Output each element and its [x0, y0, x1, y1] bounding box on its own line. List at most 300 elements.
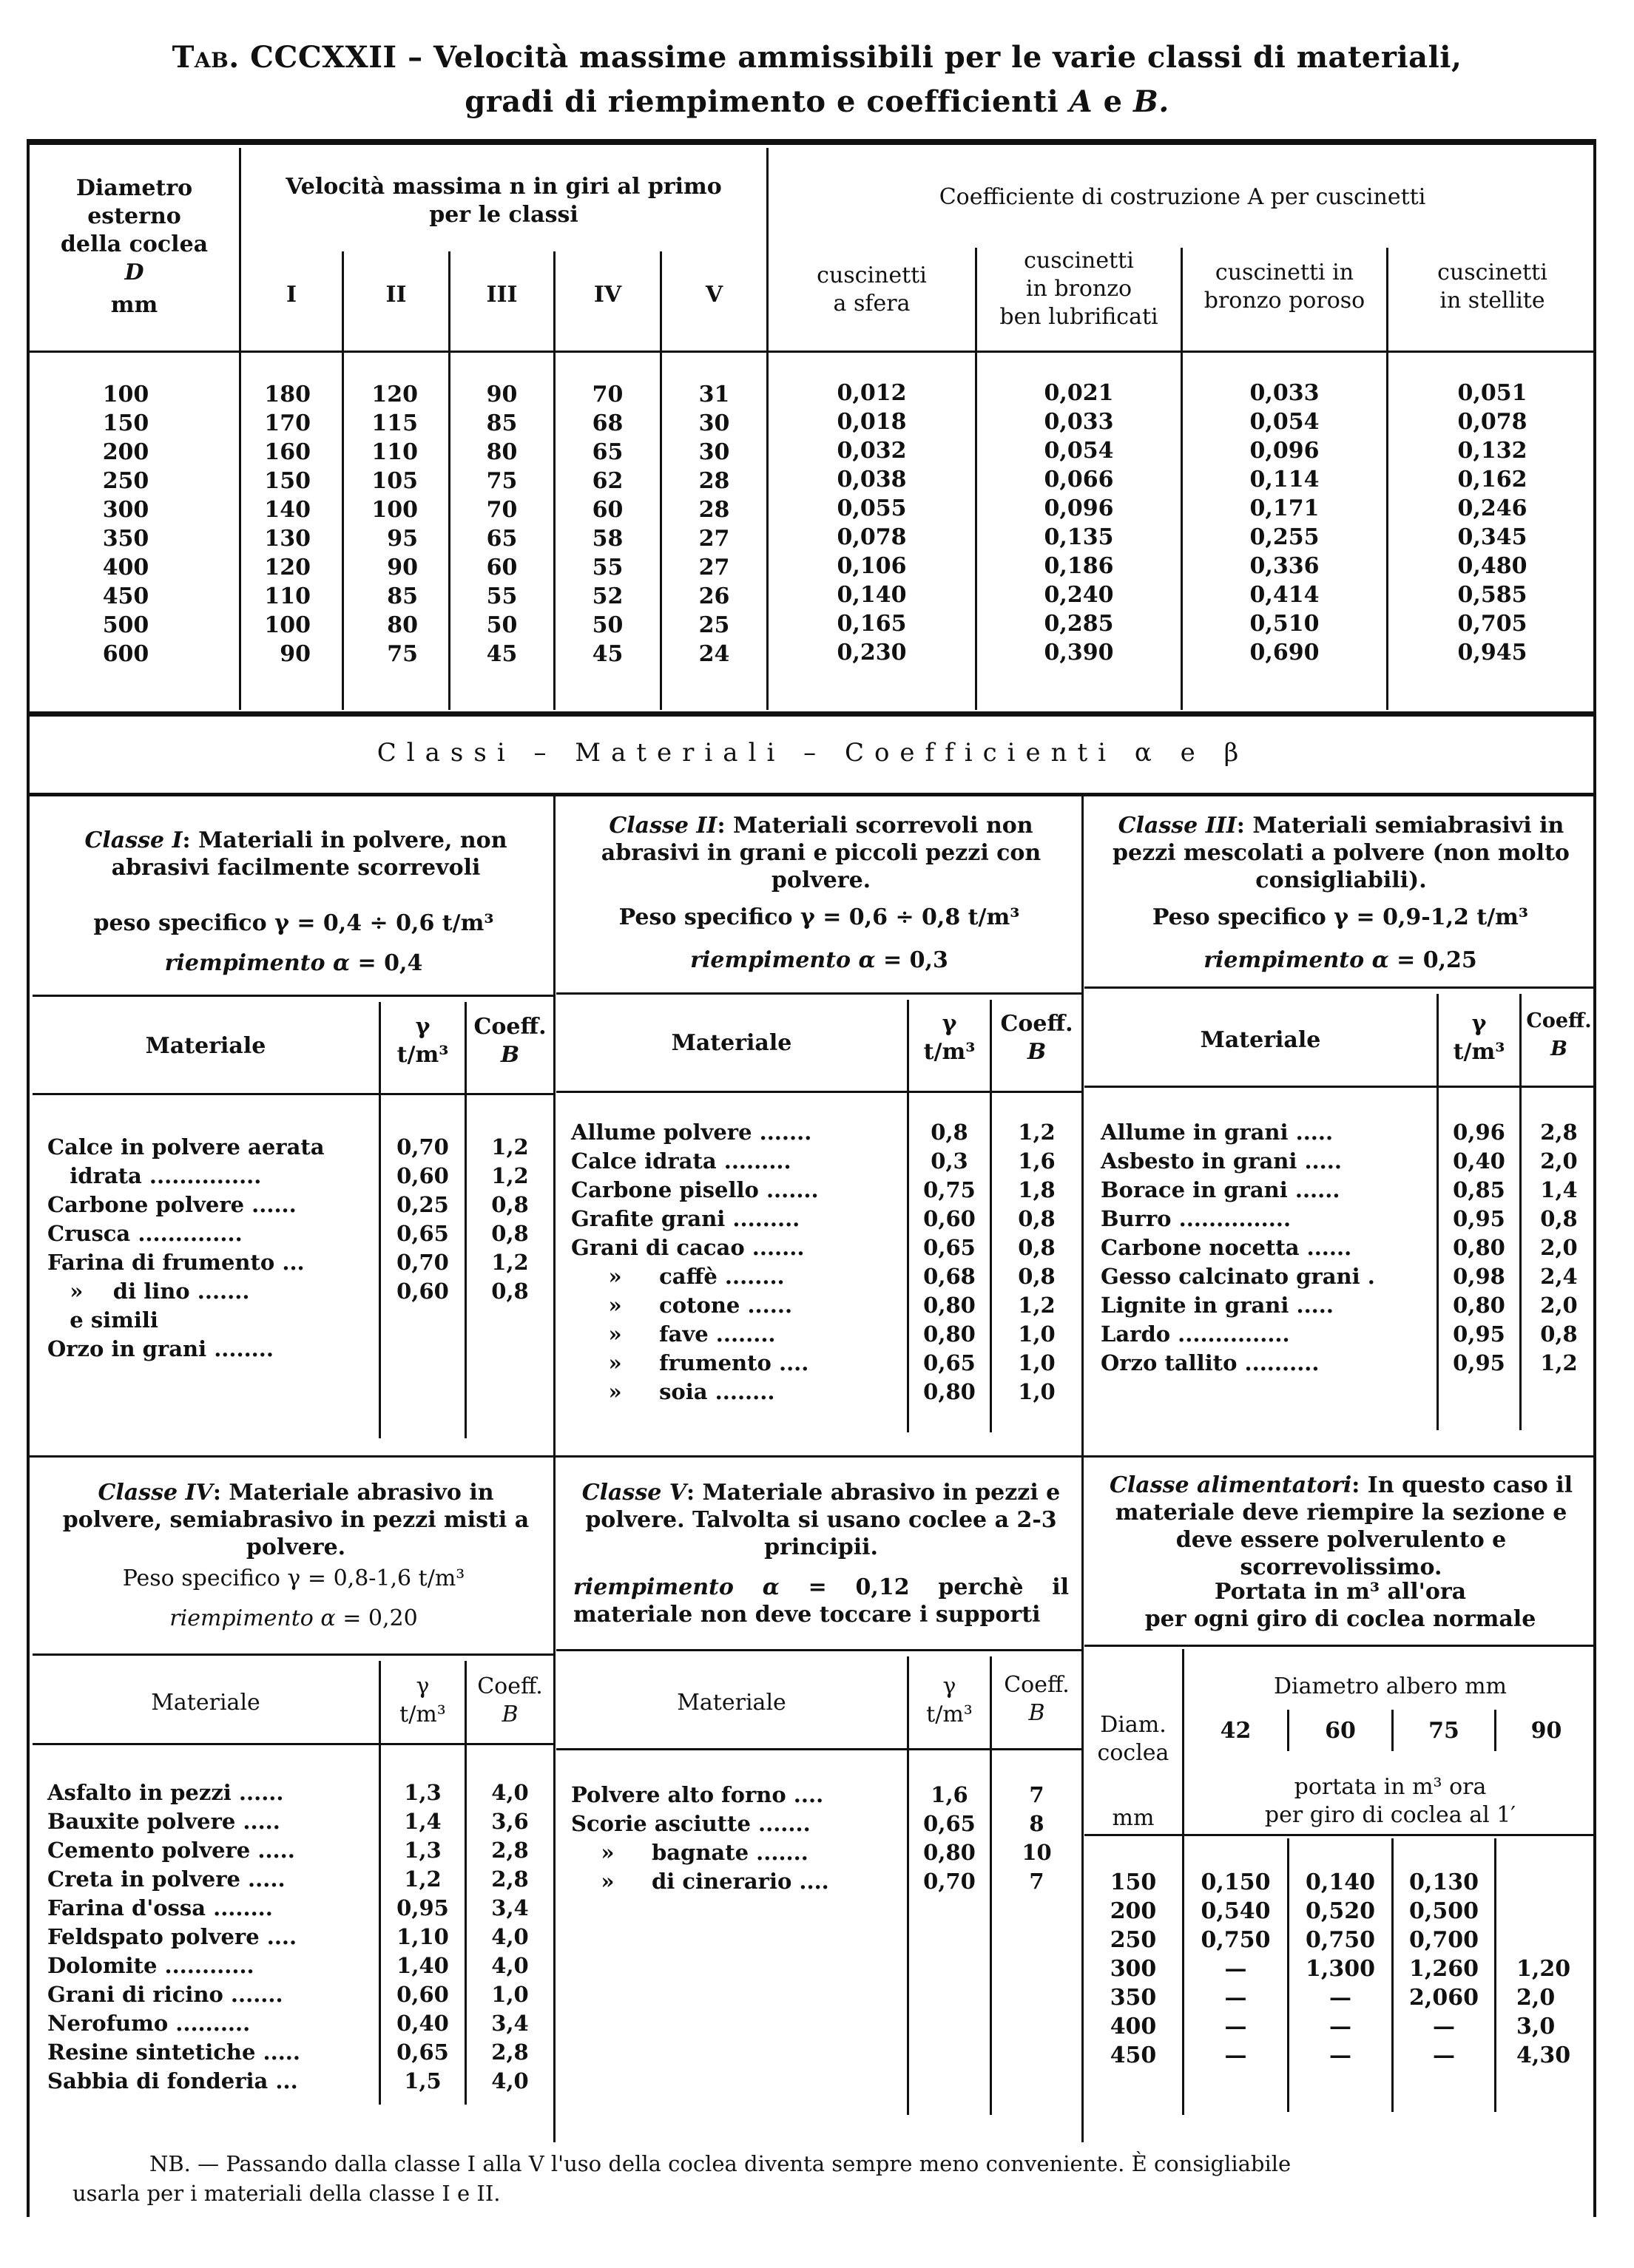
cell: 250: [1110, 1927, 1157, 1953]
diam-coclea-header: [1084, 1711, 1182, 1832]
gamma-value: 0,65: [923, 1350, 976, 1375]
divider: [1494, 1838, 1496, 2112]
material-name: Orzo in grani ........: [47, 1336, 274, 1361]
cell: 0,240: [1044, 582, 1114, 608]
class-v-material-list: [571, 1781, 907, 1896]
cell: 0,018: [837, 409, 907, 435]
shaft-90-list: [1516, 1868, 1596, 2070]
cell: 0,705: [1457, 611, 1527, 637]
title-symbol-b: B.: [1133, 84, 1169, 119]
b-value: 3,4: [491, 2011, 529, 2036]
gamma-value: 0,95: [1453, 1350, 1505, 1375]
cell: 0,230: [837, 640, 907, 666]
cell: 2,0: [1516, 1985, 1556, 2011]
cell: 450: [102, 583, 149, 609]
b-value: 8: [1029, 1811, 1044, 1836]
cell: 68: [592, 410, 624, 436]
rule: [1084, 1086, 1596, 1088]
b-value: 4,0: [491, 1953, 529, 1978]
flow-label-line: portata in m³ ora: [1294, 1774, 1487, 1800]
fill-label: riempimento α: [690, 947, 876, 973]
class-v-desc-text: : Materiale abrasivo in pezzi e polvere. Talvolta si usano coclee a 2-3 principii.: [585, 1480, 1061, 1560]
material-name: Creta in polvere .....: [47, 1866, 286, 1892]
b-value: 7: [1029, 1782, 1044, 1807]
material-name: Burro ...............: [1101, 1206, 1292, 1231]
gamma-value: 1,2: [404, 1866, 442, 1892]
cell: 0,038: [837, 467, 907, 492]
flow-label: [1184, 1773, 1596, 1829]
cell: —: [1224, 2014, 1247, 2039]
cell: 45: [592, 641, 624, 667]
gamma-value: 0,70: [396, 1250, 449, 1275]
class-v-gamma-list: [909, 1781, 990, 1896]
cell: 3,0: [1516, 2014, 1556, 2039]
cell: 0,033: [1249, 380, 1320, 406]
class-iii-material-list: [1101, 1118, 1436, 1378]
fill-label: riempimento α: [164, 950, 351, 976]
material-name: Calce idrata .........: [571, 1148, 791, 1174]
cell: 52: [592, 583, 624, 609]
class-i-weight: peso specifico γ = 0,4 ÷ 0,6 t/m³: [93, 910, 494, 936]
bearing-porous-bronze-header: [1183, 259, 1386, 315]
bearing-ball-header: [769, 262, 975, 318]
gamma-header: [909, 1010, 990, 1066]
b-value: 1,2: [491, 1250, 529, 1275]
cell: 58: [592, 526, 624, 552]
bearing-header-line: bronzo poroso: [1203, 288, 1365, 314]
b-value: 4,0: [491, 2068, 529, 2093]
cell: 0,140: [837, 582, 907, 608]
b-value: 0,8: [491, 1279, 529, 1304]
cell: 0,054: [1044, 438, 1114, 464]
gamma-symbol: γ: [416, 1673, 430, 1699]
material-header: Materiale: [145, 1033, 266, 1059]
material-name: Resine sintetiche .....: [47, 2039, 300, 2065]
cell: 90: [387, 555, 418, 580]
class-ii-description: [573, 812, 1069, 894]
cell: 0,750: [1201, 1927, 1271, 1953]
cell: 0,414: [1249, 582, 1320, 608]
material-name: Grani di cacao .......: [571, 1235, 805, 1260]
material-name: » frumento ....: [571, 1350, 809, 1375]
bearing-header-line: in stellite: [1439, 288, 1545, 314]
gamma-value: 0,60: [396, 1279, 449, 1304]
cell: 0,945: [1457, 640, 1527, 666]
material-name: » soia ........: [571, 1379, 775, 1404]
bearing-header-line: cuscinetti: [1437, 260, 1547, 285]
gamma-value: 0,25: [396, 1192, 449, 1217]
speed-header-line: Velocità massima n in giri al primo: [286, 174, 722, 200]
coeff-symbol: B: [500, 1042, 520, 1068]
cell: 95: [387, 526, 418, 552]
gamma-value: 0,70: [396, 1134, 449, 1160]
cell: 110: [264, 583, 311, 609]
cell: 170: [264, 410, 311, 436]
material-name: Allume polvere .......: [571, 1120, 812, 1145]
bearing-header-line: ben lubrificati: [999, 304, 1158, 330]
capacity-title: [1084, 1578, 1596, 1633]
cell: 50: [486, 612, 518, 638]
cell: 0,500: [1409, 1898, 1479, 1924]
feeders-label: Classe alimentatori: [1110, 1472, 1352, 1498]
coeff-symbol: B: [1028, 1700, 1045, 1726]
class-header-iv: IV: [593, 282, 622, 308]
shaft-60-list: [1289, 1868, 1391, 2070]
feeders-description: [1093, 1472, 1589, 1581]
gamma-value: 0,98: [1453, 1264, 1505, 1289]
cell: 0,750: [1306, 1927, 1375, 1953]
gamma-value: 0,75: [923, 1177, 976, 1202]
gamma-symbol: γ: [1471, 1011, 1487, 1037]
bearing-bronze-lubricated-header: [977, 247, 1181, 331]
bearing-header-line: in bronzo: [1025, 276, 1132, 302]
b-value: 2,0: [1540, 1293, 1578, 1318]
b-value: 1,0: [1018, 1379, 1056, 1404]
cell: —: [1329, 2014, 1351, 2039]
cell: [1516, 1897, 1596, 1926]
gamma-value: 0,95: [1453, 1206, 1505, 1231]
material-name: Grafite grani .........: [571, 1206, 800, 1231]
rule: [33, 995, 553, 997]
cell: 140: [264, 497, 311, 523]
class-ii-weight: Peso specifico γ = 0,6 ÷ 0,8 t/m³: [618, 904, 1020, 930]
coeff-header: [467, 1013, 553, 1069]
b-value: 0,8: [491, 1221, 529, 1246]
gamma-unit: t/m³: [399, 1702, 446, 1727]
diameter-header-line: esterno: [87, 203, 181, 229]
footnote-line-1: NB. — Passando dalla classe I alla V l'uso della coclea diventa sempre meno conveniente. È consigliabile: [149, 2151, 1292, 2176]
cell: 0,171: [1249, 495, 1320, 521]
cell: 0,480: [1457, 553, 1527, 579]
b-value: 4,0: [491, 1924, 529, 1949]
shaft-42: 42: [1220, 1718, 1252, 1744]
shaft-75-list: [1394, 1868, 1494, 2070]
class-iv-desc-text: : Materiale abrasivo in polvere, semiabrasivo in pezzi misti a polvere.: [62, 1480, 530, 1560]
b-value: 0,8: [491, 1192, 529, 1217]
rule: [556, 992, 1081, 995]
diam-header-unit: mm: [1112, 1805, 1155, 1831]
gamma-value: 0,65: [396, 1221, 449, 1246]
b-value: 2,4: [1540, 1264, 1578, 1289]
title-line1-rest: – Velocità massime ammissibili per le varie classi di materiali,: [396, 40, 1462, 75]
material-name: Crusca ..............: [47, 1221, 243, 1246]
cell: 60: [486, 555, 518, 580]
material-name: » di lino .......: [47, 1279, 250, 1304]
diam-header-line: Diam.: [1100, 1712, 1167, 1738]
porous-bronze-column: [1183, 379, 1386, 667]
rule: [1084, 1645, 1596, 1647]
cell: 75: [486, 468, 518, 494]
b-value: 0,8: [1540, 1206, 1578, 1231]
footnote: [72, 2149, 1581, 2208]
cell: 160: [264, 439, 311, 465]
cell: —: [1433, 2042, 1455, 2068]
class-ii-label: Classe II: [609, 813, 718, 839]
cell: 0,390: [1044, 640, 1114, 666]
cell: 0,540: [1201, 1898, 1271, 1924]
panel-divider: [553, 796, 556, 2142]
diameter-header: [30, 175, 239, 319]
cell: 0,140: [1306, 1869, 1375, 1895]
rule: [1084, 1834, 1596, 1836]
cell: 0,165: [837, 611, 907, 637]
panel-divider: [1081, 796, 1084, 2142]
cell: 0,150: [1201, 1869, 1271, 1895]
cell: 30: [698, 410, 730, 436]
b-value: 0,8: [1018, 1206, 1056, 1231]
b-value: 2,0: [1540, 1148, 1578, 1174]
cell: 150: [264, 468, 311, 494]
cell: 0,246: [1457, 495, 1527, 521]
class-i-fill: [38, 949, 549, 977]
fill-label: riempimento α: [1203, 947, 1389, 973]
b-value: 2,8: [491, 1838, 529, 1863]
cell: 0,255: [1249, 524, 1320, 550]
capacity-title-line: Portata in m³ all'ora: [1214, 1579, 1467, 1605]
class-iv-gamma-list: [381, 1778, 465, 2096]
b-value: 1,2: [1018, 1293, 1056, 1318]
class-iv-b-list: [467, 1778, 553, 2096]
b-value: 1,0: [491, 1982, 529, 2007]
b-value: 0,8: [1018, 1264, 1056, 1289]
cell: 90: [280, 641, 311, 667]
section-rule: [30, 793, 1596, 796]
gamma-unit: t/m³: [396, 1042, 449, 1068]
class-iii-label: Classe III: [1118, 813, 1237, 839]
fill-label: riempimento α: [573, 1574, 780, 1600]
coeff-label: Coeff.: [473, 1014, 547, 1040]
shaft-42-list: [1184, 1868, 1287, 2070]
fill-label: riempimento α: [169, 1605, 336, 1631]
material-name: Gesso calcinato grani .: [1101, 1264, 1375, 1289]
cell: 65: [592, 439, 624, 465]
cell: 400: [1110, 2014, 1157, 2039]
gamma-value: 0,70: [923, 1869, 976, 1894]
class-i-column: [251, 380, 311, 668]
material-name: Asbesto in grani .....: [1101, 1148, 1342, 1174]
cell: 85: [387, 583, 418, 609]
b-value: 3,4: [491, 1895, 529, 1920]
material-name: Grani di ricino .......: [47, 1982, 283, 2007]
gamma-symbol: γ: [942, 1673, 956, 1699]
class-ii-gamma-list: [909, 1118, 990, 1407]
class-iv-description: [52, 1479, 540, 1561]
class-header-ii: II: [385, 282, 407, 308]
gamma-value: 0,40: [396, 2011, 449, 2036]
material-name: Farina d'ossa ........: [47, 1895, 273, 1920]
speed-header: [241, 173, 766, 229]
diameter-header-line: Diametro: [75, 175, 193, 201]
cell: 100: [371, 497, 418, 523]
b-value: 1,2: [1018, 1120, 1056, 1145]
cell: 0,096: [1044, 495, 1114, 521]
cell: —: [1329, 2042, 1351, 2068]
fill-value: = 0,25: [1388, 947, 1477, 973]
gamma-value: 0,60: [396, 1982, 449, 2007]
cell: —: [1329, 1985, 1351, 2011]
material-name: » caffè ........: [571, 1264, 785, 1289]
cell: 45: [486, 641, 518, 667]
gamma-value: 0,65: [396, 2039, 449, 2065]
cell: 120: [371, 382, 418, 407]
cell: 300: [1110, 1956, 1157, 1982]
gamma-value: 1,3: [404, 1838, 442, 1863]
section-title: Classi – Materiali – Coefficienti α e β: [377, 738, 1249, 768]
material-header: Materiale: [151, 1690, 260, 1716]
gamma-value: 0,40: [1453, 1148, 1505, 1174]
material-name: Carbone polvere ......: [47, 1192, 297, 1217]
diameter-header-line: della coclea: [60, 231, 209, 257]
cell: 110: [371, 439, 418, 465]
class-ii-b-list: [992, 1118, 1081, 1407]
cell: 200: [1110, 1898, 1157, 1924]
gamma-value: 1,4: [404, 1809, 442, 1834]
material-name: » di cinerario ....: [571, 1869, 829, 1894]
cell: 30: [698, 439, 730, 465]
cell: 600: [102, 641, 149, 667]
coeff-symbol: B: [1027, 1039, 1047, 1065]
cell: 0,585: [1457, 582, 1527, 608]
gamma-value: 1,5: [404, 2068, 442, 2093]
shaft-60: 60: [1325, 1718, 1356, 1744]
divider: [342, 251, 344, 710]
gamma-value: 1,40: [396, 1953, 449, 1978]
divider: [239, 148, 241, 710]
class-v-description: [573, 1479, 1069, 1561]
gamma-unit: t/m³: [923, 1039, 976, 1065]
cell: 180: [264, 382, 311, 407]
shaft-90: 90: [1530, 1718, 1562, 1744]
class-ii-column: [359, 380, 418, 668]
cell: 25: [698, 612, 730, 638]
material-name: Scorie asciutte .......: [571, 1811, 811, 1836]
cell: 100: [102, 382, 149, 407]
title-line-1: [0, 35, 1634, 80]
gamma-value: 0,85: [1453, 1177, 1505, 1202]
cell: 0,285: [1044, 611, 1114, 637]
b-value: 1,8: [1018, 1177, 1056, 1202]
gamma-header: [381, 1013, 465, 1069]
feeder-diam-list: [1084, 1868, 1182, 2070]
material-name: Feldspato polvere ....: [47, 1924, 297, 1949]
cell: 27: [698, 526, 730, 552]
material-name: Sabbia di fonderia ...: [47, 2068, 298, 2093]
cell: 0,520: [1306, 1898, 1375, 1924]
cell: 105: [371, 468, 418, 494]
table-title: [0, 35, 1634, 124]
gamma-value: 0,95: [396, 1895, 449, 1920]
gamma-value: 1,3: [404, 1780, 442, 1805]
material-name: Calce in polvere aerata: [47, 1134, 325, 1160]
rule: [1084, 986, 1596, 989]
gamma-value: 0,3: [931, 1148, 968, 1174]
class-ii-material-list: [571, 1118, 907, 1407]
cell: 0,078: [837, 524, 907, 550]
material-header: Materiale: [677, 1690, 786, 1716]
bearing-header-line: cuscinetti: [1024, 248, 1134, 274]
cell: 65: [486, 526, 518, 552]
gamma-value: 1,6: [931, 1782, 968, 1807]
gamma-unit: t/m³: [926, 1702, 973, 1727]
cell: 1,260: [1409, 1956, 1479, 1982]
coeff-label: Coeff.: [1000, 1011, 1073, 1037]
fill-value: = 0,12 perchè il materiale non deve toccare i supporti: [573, 1574, 1069, 1628]
cell: 55: [486, 583, 518, 609]
title-number: CCCXXII: [250, 40, 397, 75]
cell: 0,055: [837, 495, 907, 521]
class-i-desc-text: : Materiali in polvere, non abrasivi facilmente scorrevoli: [111, 827, 507, 881]
class-iii-weight: Peso specifico γ = 0,9-1,2 t/m³: [1152, 904, 1529, 930]
cell: —: [1224, 1956, 1247, 1982]
coeff-header: [992, 1010, 1081, 1066]
material-name: Orzo tallito ..........: [1101, 1350, 1320, 1375]
coeff-symbol: B: [502, 1702, 519, 1727]
class-header-v: V: [705, 282, 723, 308]
header-rule: [30, 351, 1596, 353]
cell: 27: [698, 555, 730, 580]
rule: [33, 1093, 553, 1095]
material-name: » bagnate .......: [571, 1840, 808, 1865]
cell: 0,132: [1457, 438, 1527, 464]
b-value: 7: [1029, 1869, 1044, 1894]
material-name: Bauxite polvere .....: [47, 1809, 280, 1834]
cell: 500: [102, 612, 149, 638]
b-value: 2,8: [491, 2039, 529, 2065]
material-name: Nerofumo ..........: [47, 2011, 251, 2036]
cell: 0,033: [1044, 409, 1114, 435]
material-name: Dolomite ............: [47, 1953, 254, 1978]
diameter-unit: mm: [110, 292, 158, 318]
cell: 1,300: [1306, 1956, 1375, 1982]
cell: 0,130: [1409, 1869, 1479, 1895]
cell: 31: [698, 382, 730, 407]
coeff-header: [992, 1671, 1081, 1727]
material-name: Allume in grani .....: [1101, 1120, 1334, 1145]
cell: 400: [102, 555, 149, 580]
cell: 0,106: [837, 553, 907, 579]
class-iii-gamma-list: [1439, 1118, 1519, 1378]
cell: 0,336: [1249, 553, 1320, 579]
title-line2-text: gradi di riempimento e coefficienti: [465, 84, 1070, 119]
title-symbol-a: A: [1069, 84, 1093, 119]
gamma-value: 0,95: [1453, 1321, 1505, 1347]
cell: 0,021: [1044, 380, 1114, 406]
cell: 120: [264, 555, 311, 580]
ball-bearing-column: [769, 379, 975, 667]
gamma-value: 0,80: [1453, 1293, 1505, 1318]
flow-label-line: per giro di coclea al 1′: [1264, 1802, 1516, 1828]
diameter-column: [81, 380, 170, 668]
cell: 250: [102, 468, 149, 494]
footnote-line-2: usarla per i materiali della classe I e II.: [72, 2181, 501, 2206]
section-rule: [30, 711, 1596, 717]
cell: 0,051: [1457, 380, 1527, 406]
rule: [556, 1748, 1081, 1750]
coeff-label: Coeff.: [477, 1673, 543, 1699]
cell: 26: [698, 583, 730, 609]
rule: [556, 1649, 1081, 1651]
bronze-lubricated-column: [977, 379, 1181, 667]
panel-row-rule: [30, 1455, 1596, 1458]
cell: 0,066: [1044, 467, 1114, 492]
class-iv-fill: [38, 1605, 549, 1632]
gamma-value: 0,80: [923, 1379, 976, 1404]
cell: 28: [698, 468, 730, 494]
cell: 0,345: [1457, 524, 1527, 550]
coeff-header: [1522, 1007, 1596, 1063]
cell: 0,032: [837, 438, 907, 464]
b-value: 2,0: [1540, 1235, 1578, 1260]
